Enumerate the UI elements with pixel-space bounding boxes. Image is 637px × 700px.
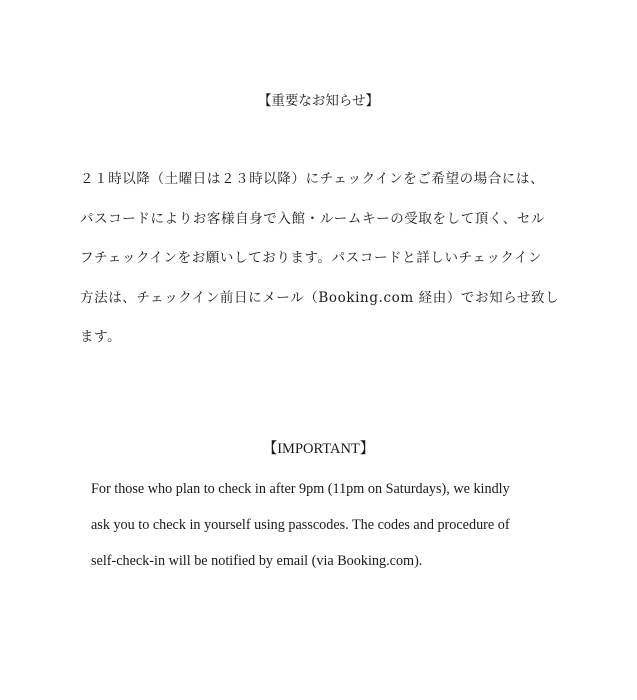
notice-line: self-check-in will be notified by email (via Booking.com).	[91, 553, 423, 569]
notice-body-japanese	[80, 165, 560, 363]
notice-line: ２１時以降（土曜日は２３時以降）にチェックインをご希望の場合には、	[80, 171, 545, 187]
notice-line: ます。	[80, 329, 122, 345]
notice-line: 方法は、チェックイン前日にメール（Booking.com 経由）でお知らせ致し	[80, 289, 560, 306]
notice-title-japanese: 【重要なお知らせ】	[257, 93, 380, 109]
notice-line: For those who plan to check in after 9pm (11pm on Saturdays), we kindly	[91, 481, 510, 497]
notice-line: ask you to check in yourself using passcodes. The codes and procedure of	[91, 517, 510, 533]
notice-line: フチェックインをお願いしております。パスコードと詳しいチェックイン	[80, 250, 543, 266]
notice-line: パスコードによりお客様自身で入館・ルームキーの受取をして頂く、セル	[80, 210, 546, 227]
notice-body-english	[91, 476, 561, 584]
notice-title-english: 【IMPORTANT】	[262, 441, 375, 457]
